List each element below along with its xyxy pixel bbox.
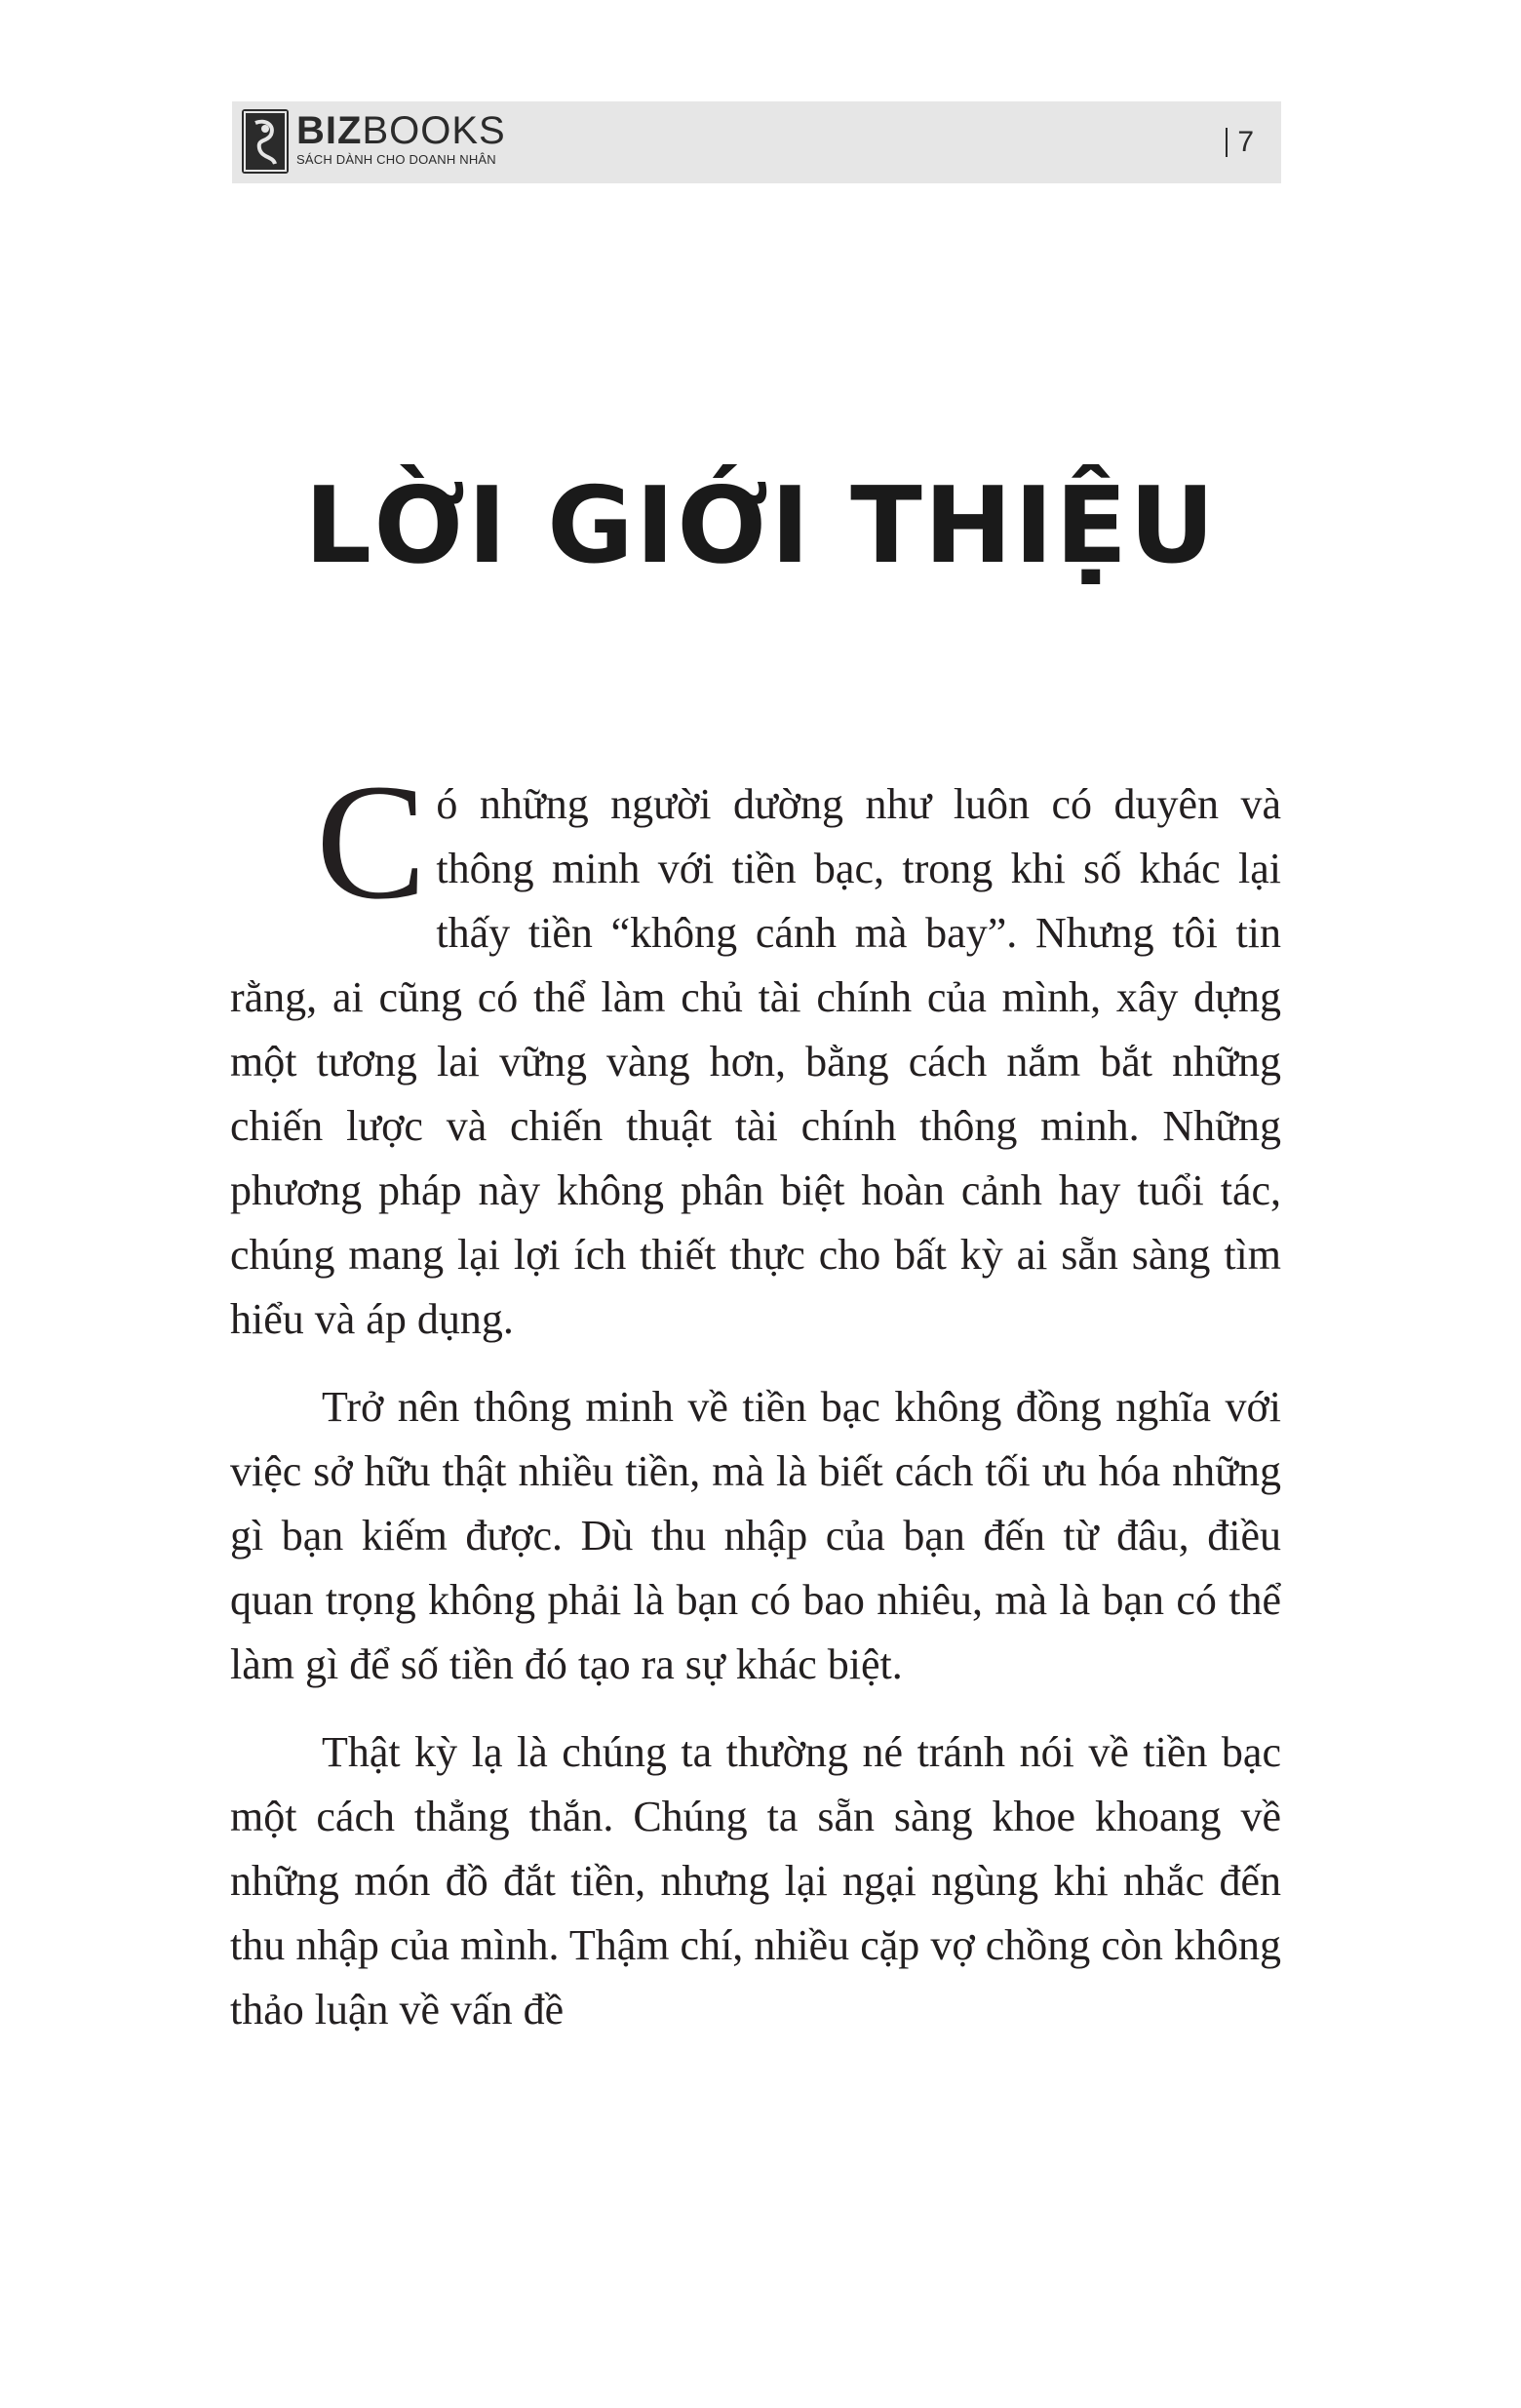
page-number-value: 7 (1237, 126, 1254, 158)
paragraph-1-text: ó những người dường như luôn có duyên và thông minh với tiền bạc, trong khi số khác lại thấy tiền “không cánh mà bay”. Nhưng tôi tin rằng, ai cũng có thể làm chủ tài chính của mình, xây dựng một tương lai vững vàng hơn, bằng cách nắm bắt những chiến lược và chiến thuật tài chính thông minh. Những phương pháp này không phân biệt hoàn cảnh hay tuổi tác, chúng mang lại lợi ích thiết thực cho bất kỳ ai sẵn sàng tìm hiểu và áp dụng. (230, 780, 1281, 1343)
paragraph-3: Thật kỳ lạ là chúng ta thường né tránh nói về tiền bạc một cách thẳng thắn. Chúng ta sẵn sàng khoe khoang về những món đồ đắt tiền, nhưng lại ngại ngùng khi nhắc đến thu nhập của mình. Thậm chí, nhiều cặp vợ chồng còn không thảo luận về vấn đề (230, 1728, 1281, 2033)
drop-cap: C (316, 750, 427, 933)
bizbooks-logo-icon (242, 109, 289, 174)
chapter-title: LỜI GIỚI THIỆU (304, 465, 1217, 587)
body-text (230, 750, 1281, 2066)
publisher-logo (242, 109, 506, 174)
page-number-divider (1226, 128, 1228, 157)
page-number (1226, 123, 1254, 162)
paragraph-2: Trở nên thông minh về tiền bạc không đồng nghĩa với việc sở hữu thật nhiều tiền, mà là biết cách tối ưu hóa những gì bạn kiếm được. Dù thu nhập của bạn đến từ đâu, điều quan trọng không phải là bạn có bao nhiêu, mà là bạn có thể làm gì để số tiền đó tạo ra sự khác biệt. (230, 1383, 1281, 1688)
running-header (232, 101, 1281, 183)
brand-tagline: SÁCH DÀNH CHO DOANH NHÂN (296, 152, 496, 167)
brand-name: BIZBOOKS (296, 109, 506, 152)
paragraph-1 (230, 750, 1281, 1352)
